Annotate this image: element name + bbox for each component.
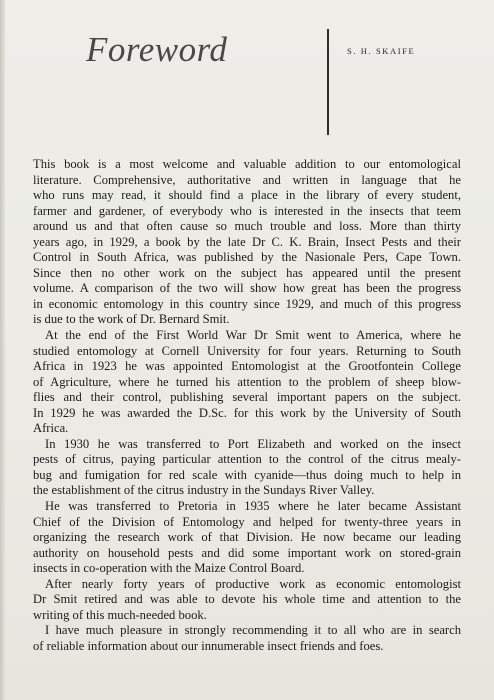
text-line: In 1930 he was transferred to Port Elizabeth and worked on the insect	[45, 436, 461, 451]
foreword-body	[33, 157, 461, 655]
text-line: in economic entomology in this country since 1929, and much of this progress	[33, 296, 461, 311]
text-line: around us and that often cause so much trouble and loss. More than thirty	[33, 219, 461, 234]
text-line: the establishment of the citrus industry in the Sundays River Valley.	[33, 483, 375, 498]
text-line: After nearly forty years of productive work as economic entomologist	[45, 576, 461, 591]
text-line: I have much pleasure in strongly recommending it to all who are in search	[45, 623, 461, 638]
paragraph	[33, 437, 461, 499]
text-line: pests of citrus, paying particular attention to the control of the citrus mealy-	[33, 452, 461, 467]
text-line: Africa.	[33, 421, 69, 436]
text-line: flies and their control, publishing several important papers on the subject.	[33, 390, 461, 405]
text-line: writing of this much-needed book.	[33, 607, 207, 622]
paragraph	[33, 499, 461, 577]
text-line: In 1929 he was awarded the D.Sc. for this work by the University of South	[33, 405, 461, 420]
text-line: volume. A comparison of the two will show how great has been the progress	[33, 281, 461, 296]
text-line: Control in South Africa, was published by the Nasionale Pers, Cape Town.	[33, 250, 461, 265]
text-line: literature. Comprehensive, authoritative and written in language that he	[33, 172, 461, 187]
author-name: S. H. SKAIFE	[347, 46, 416, 56]
text-line: He was transferred to Pretoria in 1935 where he later became Assistant	[45, 499, 461, 514]
text-line: Since then no other work on the subject has appeared until the present	[33, 265, 461, 280]
title-divider	[327, 29, 329, 135]
paragraph	[33, 328, 461, 437]
text-line: who runs may read, it should find a place in the library of every student,	[33, 188, 461, 203]
text-line: years ago, in 1929, a book by the late Dr C. K. Brain, Insect Pests and their	[33, 234, 461, 249]
text-line: farmer and gardener, of everybody who is interested in the insects that teem	[33, 203, 461, 218]
page-title: Foreword	[86, 30, 228, 69]
text-line: authority on household pests and did some important work on stored-grain	[33, 545, 461, 560]
text-line: Chief of the Division of Entomology and helped for twenty-three years in	[33, 514, 461, 529]
paragraph	[33, 623, 461, 654]
text-line: bug and fumigation for red scale with cyanide—thus doing much to help in	[33, 467, 461, 482]
text-line: insects in co-operation with the Maize Control Board.	[33, 561, 305, 576]
text-line: Africa in 1923 he was appointed Entomologist at the Grootfontein College	[33, 359, 461, 374]
text-line: of Agriculture, where he turned his attention to the problem of sheep blow-	[33, 374, 461, 389]
text-line: At the end of the First World War Dr Smit went to America, where he	[45, 328, 461, 343]
text-line: Dr Smit retired and was able to devote his whole time and attention to the	[33, 592, 461, 607]
paragraph	[33, 577, 461, 624]
text-line: studied entomology at Cornell University for four years. Returning to South	[33, 343, 461, 358]
text-line: of reliable information about our innumerable insect friends and foes.	[33, 638, 384, 653]
text-line: is due to the work of Dr. Bernard Smit.	[33, 312, 230, 327]
paragraph	[33, 157, 461, 328]
page-binding-edge	[0, 0, 5, 700]
text-line: organizing the research work of that Division. He now became our leading	[33, 530, 461, 545]
text-line: This book is a most welcome and valuable addition to our entomological	[33, 157, 461, 171]
